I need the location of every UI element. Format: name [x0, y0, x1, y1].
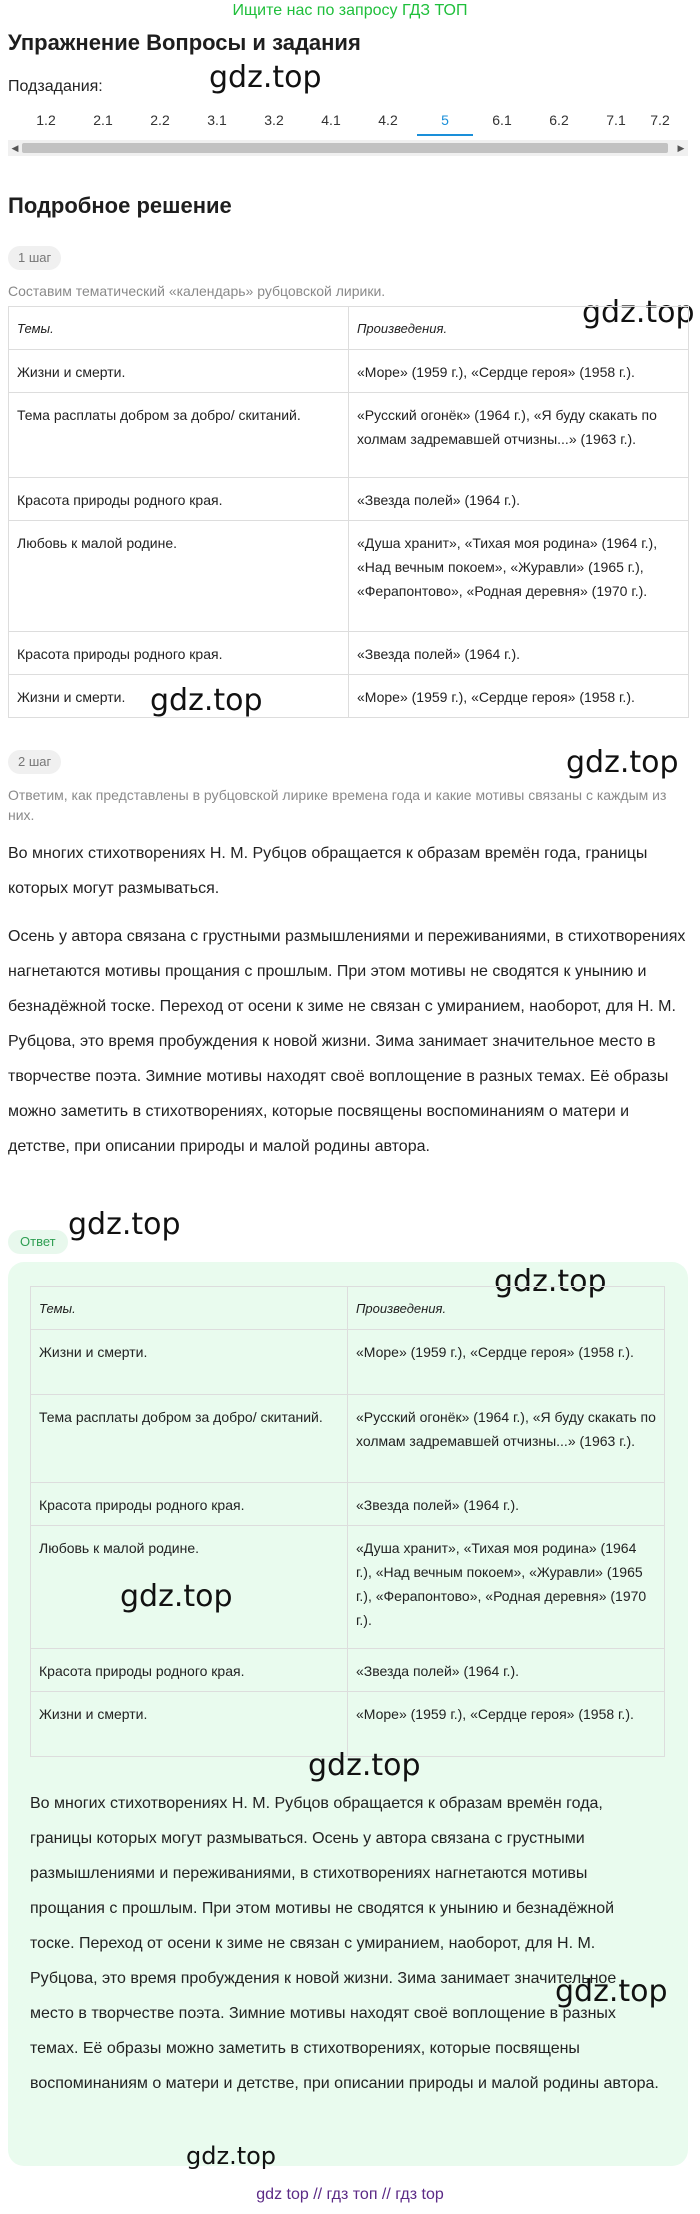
table-cell-works: «Звезда полей» (1964 г.). [349, 478, 689, 521]
table-row [9, 521, 689, 632]
step-2-description: Ответим, как представлены в рубцовской лирике времена года и какие мотивы связаны с каждым из них. [8, 787, 667, 823]
table-cell-theme: Жизни и смерти. [31, 1330, 348, 1395]
table-cell-works: «Русский огонёк» (1964 г.), «Я буду скакать по холмам задремавшей отчизны...» (1963 г.). [348, 1395, 665, 1483]
watermark: gdz.top [582, 295, 695, 330]
table-cell-theme: Красота природы родного края. [9, 478, 349, 521]
table-row [9, 350, 689, 393]
table-cell-theme: Жизни и смерти. [9, 675, 349, 718]
table-cell-works: «Душа хранит», «Тихая моя родина» (1964 г.), «Над вечным покоем», «Журавли» (1965 г.), «Ферапонтово», «Родная деревня» (1970 г.). [349, 521, 689, 632]
watermark: gdz.top [494, 1264, 607, 1299]
tab-6-1[interactable]: 6.1 [492, 112, 512, 128]
page-title: Упражнение Вопросы и задания [8, 30, 361, 55]
table-cell-works: «Море» (1959 г.), «Сердце героя» (1958 г.). [349, 350, 689, 393]
top-banner[interactable]: Ищите нас по запросу ГДЗ ТОП [232, 2, 468, 19]
tab-2-2[interactable]: 2.2 [150, 112, 170, 128]
step-2-paragraph-1: Во многих стихотворениях Н. М. Рубцов обращается к образам времён года, границы которых могут размываться. [8, 845, 648, 897]
table-cell-works: «Русский огонёк» (1964 г.), «Я буду скакать по холмам задремавшей отчизны...» (1963 г.). [349, 393, 689, 478]
table-cell-theme: Жизни и смерти. [31, 1692, 348, 1757]
table-row [9, 675, 689, 718]
watermark: gdz.top [209, 60, 322, 95]
table-cell-theme: Жизни и смерти. [9, 350, 349, 393]
scroll-right-icon[interactable]: ▶ [677, 143, 685, 153]
tab-2-1[interactable]: 2.1 [93, 112, 113, 128]
tab-5-active[interactable]: 5 [417, 106, 473, 136]
table-header-works: Произведения. [349, 307, 689, 350]
table-cell-theme: Тема расплаты добром за добро/ скитаний. [31, 1395, 348, 1483]
answer-themes-table [30, 1286, 665, 1757]
table-row [31, 1649, 665, 1692]
tabs-scrollbar[interactable] [8, 140, 688, 156]
table-cell-works: «Море» (1959 г.), «Сердце героя» (1958 г.). [348, 1330, 665, 1395]
step-1-description: Составим тематический «календарь» рубцовской лирики. [8, 283, 386, 299]
table-row [31, 1395, 665, 1483]
table-row [31, 1692, 665, 1757]
scroll-thumb[interactable] [22, 143, 668, 153]
subtasks-label: Подзадания: [8, 78, 103, 95]
tab-6-2[interactable]: 6.2 [549, 112, 569, 128]
table-cell-works: «Звезда полей» (1964 г.). [348, 1483, 665, 1526]
step-2-badge: 2 шаг [8, 750, 61, 774]
tab-4-2[interactable]: 4.2 [378, 112, 398, 128]
tab-7-2[interactable]: 7.2 [650, 112, 670, 128]
table-cell-theme: Красота природы родного края. [9, 632, 349, 675]
section-title: Подробное решение [8, 193, 232, 218]
table-cell-works: «Звезда полей» (1964 г.). [349, 632, 689, 675]
table-cell-works: «Звезда полей» (1964 г.). [348, 1649, 665, 1692]
subtask-tabs [8, 106, 688, 136]
table-row [9, 632, 689, 675]
table-row [31, 1330, 665, 1395]
watermark: gdz.top [566, 745, 679, 780]
watermark: gdz.top [120, 1579, 233, 1614]
tab-1-2[interactable]: 1.2 [36, 112, 56, 128]
watermark: gdz.top [308, 1748, 421, 1783]
answer-paragraph: Во многих стихотворениях Н. М. Рубцов обращается к образам времён года, границы которых могут размываться. Осень у автора связана с грустными размышлениями и переживаниями, в стихотворениях нагнетаются мотивы прощания с прошлым. При этом мотивы не сводятся к унынию и безнадёжной тоске. Переход от осени к зиме не связан с умиранием, наоборот, для Н. М. Рубцова, это время пробуждения к новой жизни. Зима занимает значительное место в творчестве поэта. Зимние мотивы находят своё воплощение в разных темах. Её образы можно заметить в стихотворениях, которые посвящены воспоминаниям о матери и детстве, при описании природы и малой родины автора. [30, 1795, 659, 2092]
tab-3-1[interactable]: 3.1 [207, 112, 227, 128]
table-cell-theme: Любовь к малой родине. [9, 521, 349, 632]
table-header-themes: Темы. [31, 1287, 348, 1330]
watermark: gdz.top [555, 1974, 668, 2009]
table-cell-works: «Море» (1959 г.), «Сердце героя» (1958 г.). [349, 675, 689, 718]
table-header-works: Произведения. [348, 1287, 665, 1330]
table-cell-works: «Душа хранит», «Тихая моя родина» (1964 г.), «Над вечным покоем», «Журавли» (1965 г.), «Ферапонтово», «Родная деревня» (1970 г.). [348, 1526, 665, 1649]
tab-3-2[interactable]: 3.2 [264, 112, 284, 128]
table-header-row [9, 307, 689, 350]
answer-badge: Ответ [8, 1230, 68, 1254]
themes-table [8, 306, 689, 718]
table-row [9, 393, 689, 478]
watermark: gdz.top [186, 2142, 277, 2170]
step-1-badge: 1 шаг [8, 246, 61, 270]
table-cell-theme: Красота природы родного края. [31, 1483, 348, 1526]
table-cell-theme: Любовь к малой родине. [31, 1526, 348, 1649]
table-cell-works: «Море» (1959 г.), «Сердце героя» (1958 г.). [348, 1692, 665, 1757]
table-row [31, 1483, 665, 1526]
table-cell-theme: Тема расплаты добром за добро/ скитаний. [9, 393, 349, 478]
table-row [9, 478, 689, 521]
scroll-left-icon[interactable]: ◀ [11, 143, 19, 153]
tab-4-1[interactable]: 4.1 [321, 112, 341, 128]
table-header-row [31, 1287, 665, 1330]
watermark: gdz.top [150, 683, 263, 718]
step-2-paragraph-2: Осень у автора связана с грустными размышлениями и переживаниями, в стихотворениях нагнетаются мотивы прощания с прошлым. При этом мотивы не сводятся к унынию и безнадёжной тоске. Переход от осени к зиме не связан с умиранием, наоборот, для Н. М. Рубцова, это время пробуждения к новой жизни. Зима занимает значительное место в творчестве поэта. Зимние мотивы находят своё воплощение в разных темах. Её образы можно заметить в стихотворениях, которые посвящены воспоминаниям о матери и детстве, при описании природы и малой родины автора. [8, 928, 686, 1155]
table-cell-theme: Красота природы родного края. [31, 1649, 348, 1692]
tab-7-1[interactable]: 7.1 [606, 112, 626, 128]
table-header-themes: Темы. [9, 307, 349, 350]
watermark: gdz.top [68, 1207, 181, 1242]
footer-links[interactable]: gdz top // гдз топ // гдз top [256, 2186, 444, 2203]
